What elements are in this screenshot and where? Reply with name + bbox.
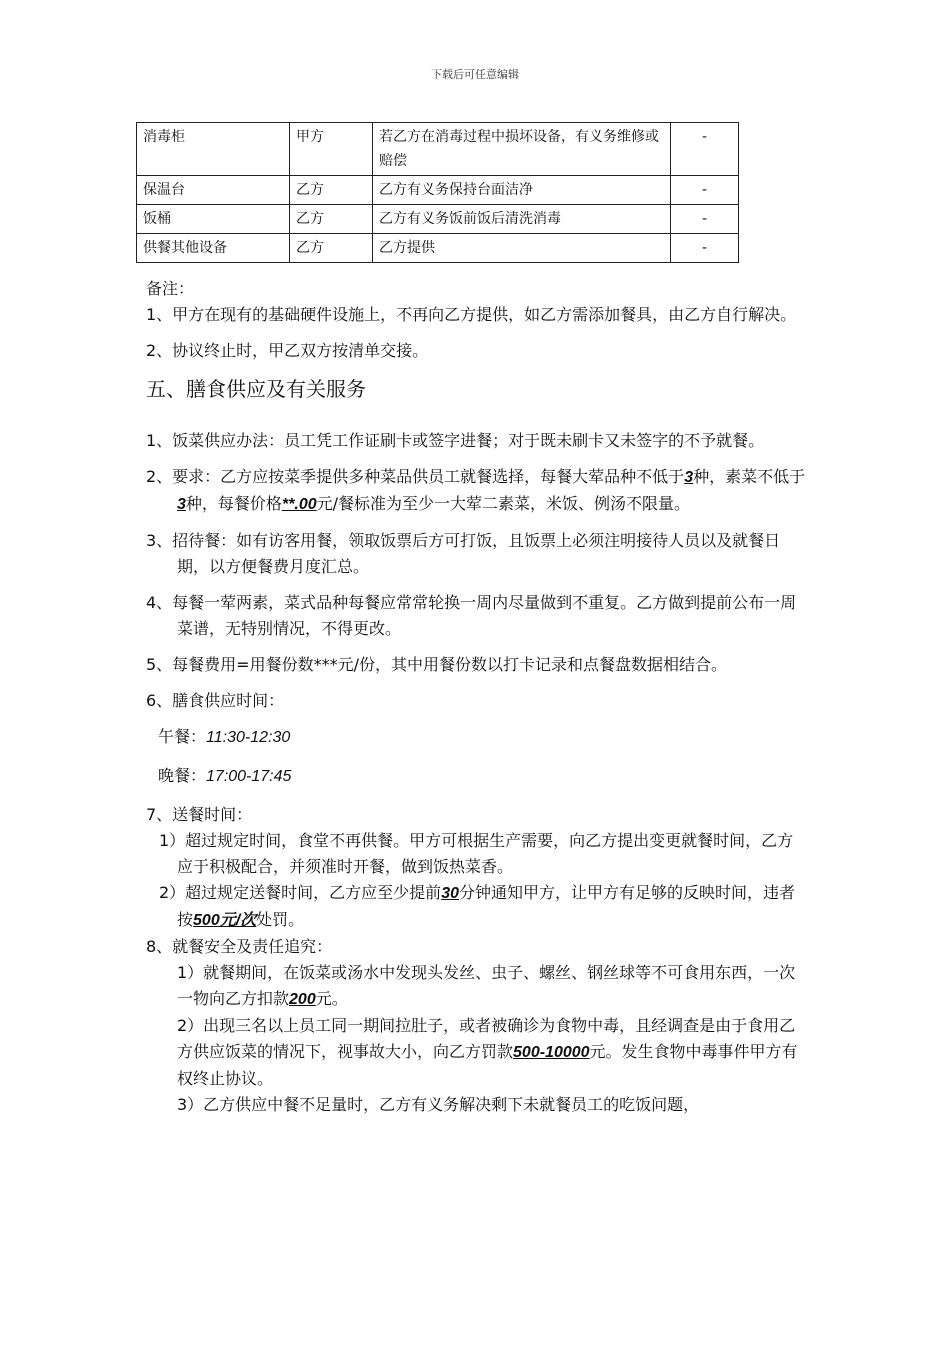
text: 2）出现三名以上员工同一期间拉肚子，或者被确诊为食物中毒，且经调查是由于食用乙方供应饭菜的情况下，视事故大小，向乙方罚款: [177, 1016, 796, 1061]
table-row: [137, 205, 739, 234]
document-body: [146, 276, 806, 1118]
list-item: 3、招待餐：如有访客用餐，领取饭票后方可打饭，且饭票上必须注明接待人员以及就餐日期，以方便餐费月度汇总。: [146, 531, 781, 576]
text: 分钟通知甲方，让甲方有足够的反映时间，违者按: [177, 883, 795, 929]
text: 元/餐标准为至少一大荤二素菜，米饭、例汤不限量。: [316, 494, 691, 513]
table-cell: 饭桶: [137, 205, 290, 234]
table-cell: 乙方提供: [373, 234, 671, 263]
table-cell: 供餐其他设备: [137, 234, 290, 263]
sub-item: [146, 960, 806, 1013]
table-cell: -: [671, 123, 739, 176]
notes-title: 备注：: [146, 279, 195, 298]
text: 元。: [315, 989, 348, 1008]
deduction-value: 200: [289, 991, 316, 1008]
list-item: 5、每餐费用=用餐份数***元/份，其中用餐份数以打卡记录和点餐盘数据相结合。: [146, 655, 727, 674]
text: 2、要求：乙方应按菜季提供多种菜品供员工就餐选择，每餐大荤品种不低于: [146, 467, 685, 486]
table-row: [137, 176, 739, 205]
list-item: 8、就餐安全及责任追究：: [146, 937, 333, 956]
page-header: 下载后可任意编辑: [431, 68, 519, 81]
table-cell: -: [671, 176, 739, 205]
dish-count-value: 3: [177, 496, 186, 513]
section-heading: 五、膳食供应及有关服务: [146, 377, 366, 401]
lunch-time-value: 11:30-12:30: [206, 729, 291, 746]
table-cell: 乙方有义务饭前饭后清洗消毒: [373, 205, 671, 234]
sub-item: 1）超过规定时间，食堂不再供餐。甲方可根据生产需要，向乙方提出变更就餐时间，乙方应于积极配合，并须准时开餐，做到饭热菜香。: [159, 831, 794, 876]
list-item: 7、送餐时间：: [146, 805, 253, 824]
table-row: [137, 123, 739, 176]
text: 2）超过规定送餐时间，乙方应至少提前: [159, 883, 442, 902]
fine-range-value: 500-10000: [513, 1044, 590, 1061]
list-item: [146, 464, 806, 518]
price-value: **.00: [281, 496, 317, 513]
list-item: 6、膳食供应时间：: [146, 691, 285, 710]
dish-count-value: 3: [684, 469, 694, 486]
list-item: 4、每餐一荤两素，菜式品种每餐应常常轮换一周内尽量做到不重复。乙方做到提前公布一周菜谱，无特别情况，不得更改。: [146, 593, 797, 638]
dinner-time-value: 17:00-17:45: [206, 768, 292, 785]
table-cell: -: [671, 234, 739, 263]
text: 1）就餐期间，在饭菜或汤水中发现头发丝、虫子、螺丝、钢丝球等不可食用东西，一次一物向乙方扣款: [177, 963, 796, 1008]
note-item: 1、甲方在现有的基础硬件设施上，不再向乙方提供，如乙方需添加餐具，由乙方自行解决。: [146, 305, 797, 324]
table-cell: 乙方: [290, 205, 373, 234]
note-item: 2、协议终止时，甲乙双方按清单交接。: [146, 341, 429, 360]
table-cell: 乙方有义务保持台面洁净: [373, 176, 671, 205]
text: 元。发生食物中毒事件甲方有权终止协议。: [177, 1042, 798, 1088]
text: 处罚。: [256, 910, 305, 929]
lunch-time: [146, 724, 806, 751]
table-row: [137, 234, 739, 263]
dinner-time: [146, 763, 806, 790]
table-cell: 乙方: [290, 234, 373, 263]
text: 种，素菜不低于: [693, 467, 806, 486]
sub-item: [146, 1013, 806, 1092]
equipment-table: [136, 122, 739, 263]
penalty-value: 500元/次: [193, 912, 257, 929]
table-cell: 若乙方在消毒过程中损坏设备，有义务维修或赔偿: [373, 123, 671, 176]
list-item: 1、饭菜供应办法：员工凭工作证刷卡或签字进餐；对于既未刷卡又未签字的不予就餐。: [146, 431, 765, 450]
sub-item: 3）乙方供应中餐不足量时，乙方有义务解决剩下未就餐员工的吃饭问题，: [177, 1095, 700, 1114]
table-cell: -: [671, 205, 739, 234]
sub-item: [146, 880, 806, 934]
table-cell: 保温台: [137, 176, 290, 205]
table-cell: 甲方: [290, 123, 373, 176]
notice-minutes-value: 30: [441, 885, 459, 902]
dinner-label: 晚餐：: [158, 766, 207, 785]
table-cell: 消毒柜: [137, 123, 290, 176]
text: 种，每餐价格: [185, 494, 282, 513]
table-cell: 乙方: [290, 176, 373, 205]
lunch-label: 午餐：: [158, 727, 207, 746]
